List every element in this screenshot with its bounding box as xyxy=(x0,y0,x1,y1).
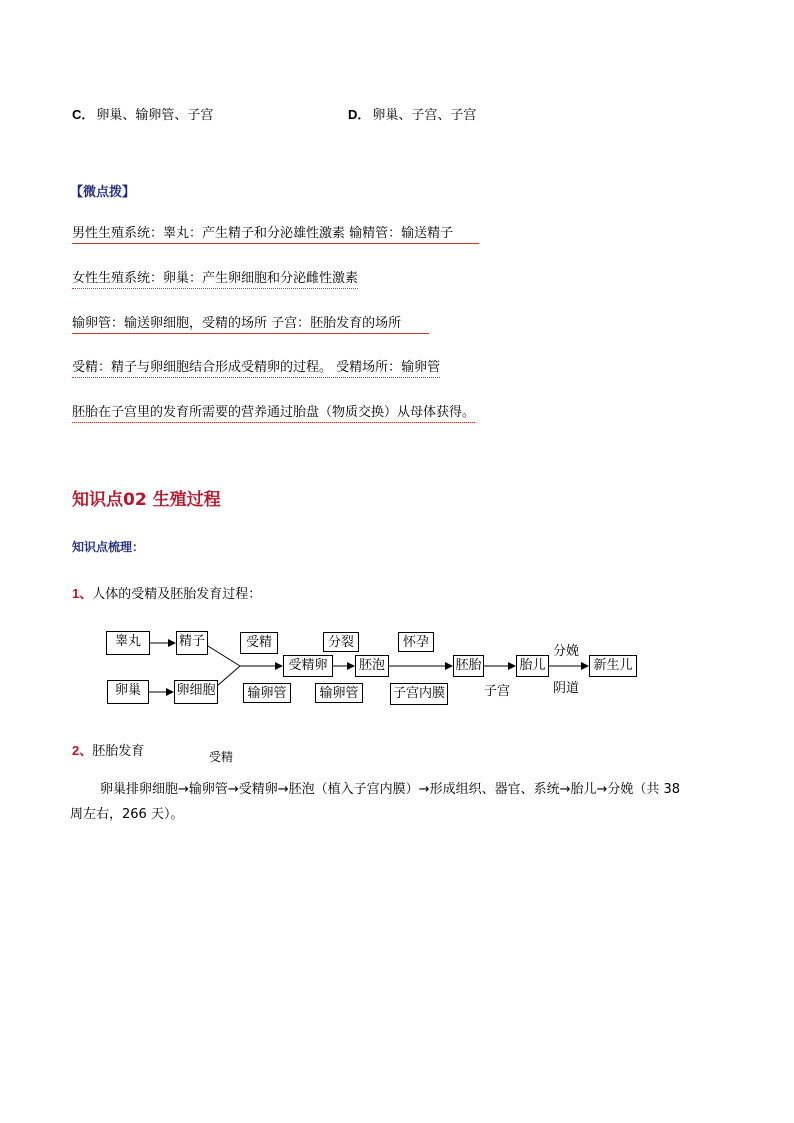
paragraph-line-2: 周左右，266 天）。 xyxy=(70,807,184,822)
flow-label-oviduct-1: 输卵管 xyxy=(243,683,291,703)
option-c-text: 卵巢、输卵管、子宫 xyxy=(96,108,214,123)
flow-label-fertilization: 受精 xyxy=(240,632,278,654)
line-sperm-merge xyxy=(208,646,240,666)
flow-box-ovary: 卵巢 xyxy=(107,680,149,704)
tip-line-nutrition-text: 胚胎在子宫里的发育所需要的营养通过胎盘（物质交换）从母体获得。 xyxy=(72,405,475,423)
item-2 xyxy=(72,740,144,759)
item-2-text: 胚胎发育 xyxy=(92,744,145,759)
flow-box-newborn: 新生儿 xyxy=(589,655,637,677)
paragraph-line-1: 卵巢排卵细胞→输卵管→受精卵→胚泡（植入子宫内膜）→形成组织、器官、系统→胎儿→分娩（共 38 xyxy=(100,782,681,797)
section-heading: 知识点02 生殖过程 xyxy=(72,490,221,510)
flow-box-zygote: 受精卵 xyxy=(283,655,333,677)
item-2-above-label: 受精 xyxy=(209,750,234,764)
flow-label-uterus: 子宫 xyxy=(484,684,511,699)
item-1-number: 1、 xyxy=(72,586,93,601)
flow-box-sperm: 精子 xyxy=(176,631,208,655)
option-c-letter: C． xyxy=(72,107,95,122)
line-egg-merge xyxy=(217,666,240,686)
option-d-text: 卵巢、子宫、子宫 xyxy=(372,108,477,123)
item-1-text: 人体的受精及胚胎发育过程： xyxy=(92,587,262,602)
flow-label-vagina: 阴道 xyxy=(553,681,580,696)
flow-box-blastocyst: 胚泡 xyxy=(355,655,389,677)
flow-label-oviduct-2: 输卵管 xyxy=(315,683,363,703)
tip-line-fertilization-text: 受精：精子与卵细胞结合形成受精卵的过程。 受精场所：输卵管 xyxy=(72,360,440,378)
flow-box-egg: 卵细胞 xyxy=(174,680,218,704)
flow-box-fetus: 胎儿 xyxy=(516,655,549,677)
flow-label-pregnancy: 怀孕 xyxy=(398,632,434,652)
flow-label-delivery: 分娩 xyxy=(553,644,580,659)
tip-line-female-text: 女性生殖系统：卵巢：产生卵细胞和分泌雌性激素 xyxy=(72,271,358,289)
flow-label-division: 分裂 xyxy=(323,632,359,652)
flow-box-testis: 睾丸 xyxy=(106,631,150,655)
tip-title: 【微点拨】 xyxy=(70,185,136,200)
flow-box-embryo: 胚胎 xyxy=(453,655,484,677)
section-sub-heading: 知识点梳理： xyxy=(72,540,145,554)
tip-line-male-text: 男性生殖系统：睾丸：产生精子和分泌雄性激素 输精管：输送精子 xyxy=(72,226,479,244)
tip-line-oviduct-text: 输卵管：输送卵细胞，受精的场所 子宫：胚胎发育的场所 xyxy=(72,316,429,334)
flow-label-endometrium: 子宫内膜 xyxy=(390,683,448,705)
option-d-letter: D． xyxy=(348,107,371,122)
item-2-number: 2、 xyxy=(72,743,93,758)
